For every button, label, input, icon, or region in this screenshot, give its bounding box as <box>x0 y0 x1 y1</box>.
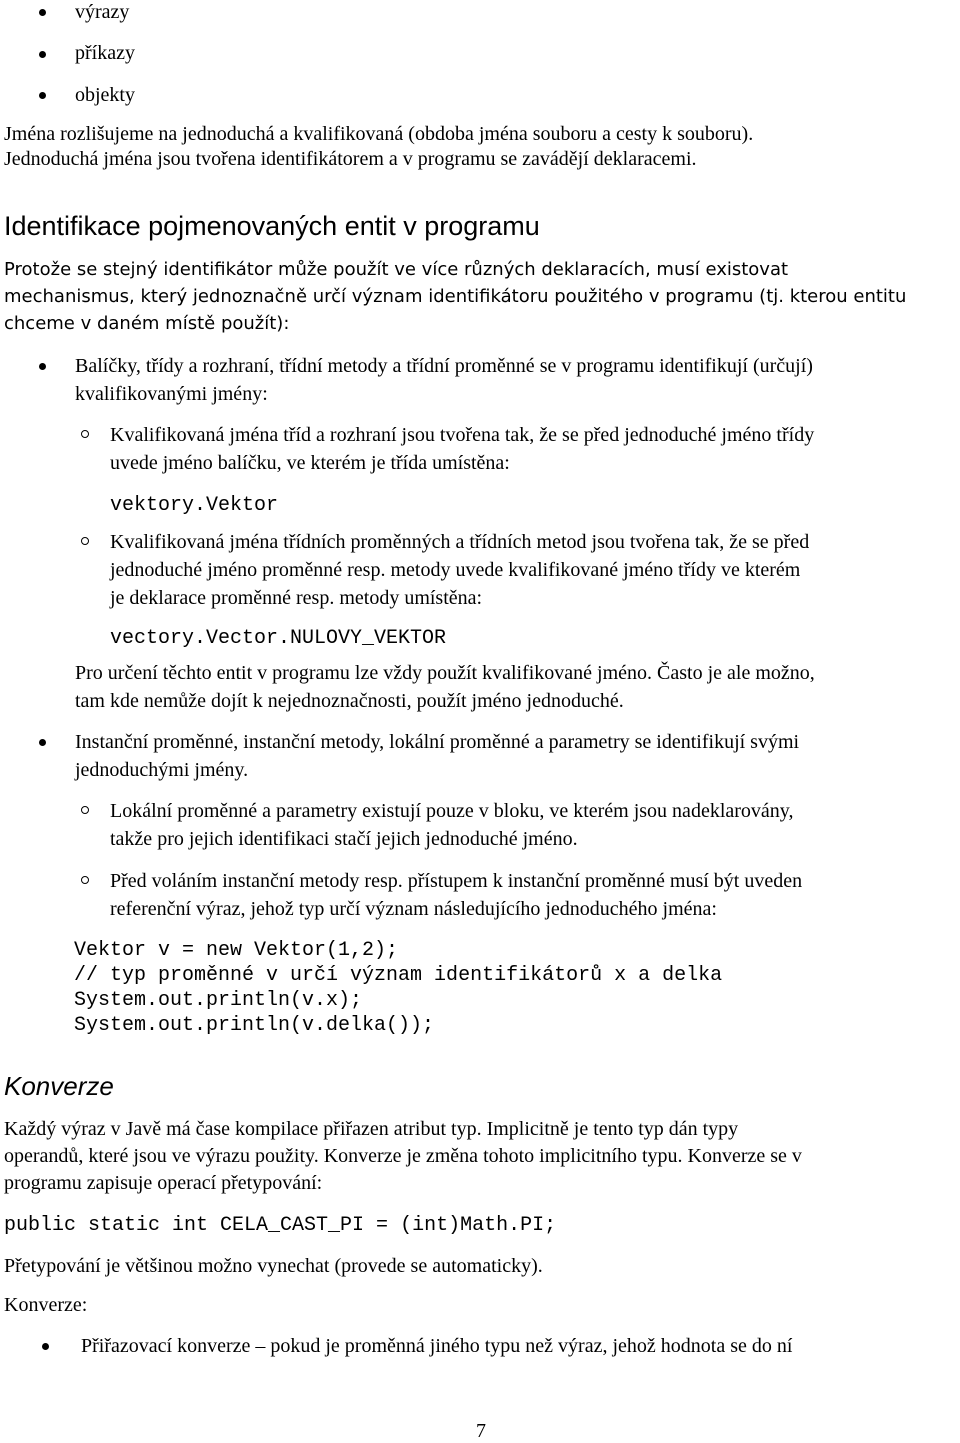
sub-item-line: je deklarace proměnné resp. metody umístěna: <box>110 587 483 609</box>
intro-line: Jména rozlišujeme na jednoduchá a kvalifikovaná (obdoba jména souboru a cesty k souboru). <box>4 123 754 145</box>
paragraph-line: programu zapisuje operací přetypování: <box>4 1172 323 1194</box>
code-line: public static int CELA_CAST_PI = (int)Math.PI; <box>4 1214 557 1237</box>
code-line: System.out.println(v.delka()); <box>74 1014 435 1037</box>
paragraph-line: Každý výraz v Javě má čase kompilace přiřazen atribut typ. Implicitně je tento typ dán typy <box>4 1118 739 1140</box>
sub-item-line: takže pro jejich identifikaci stačí jejich jednoduché jméno. <box>110 828 578 850</box>
list-item-line: Instanční proměnné, instanční metody, lokální proměnné a parametry se identifikují svými <box>75 731 800 753</box>
paragraph-line: Protože se stejný identifikátor může použít ve více různých deklaracích, musí existovat <box>4 259 789 280</box>
code-line: Vektor v = new Vektor(1,2); <box>74 939 399 962</box>
bullet-marker <box>39 363 46 370</box>
list-item-line: kvalifikovanými jmény: <box>75 383 268 405</box>
code-line: // typ proměnné v určí význam identifikátorů x a delka <box>74 964 723 987</box>
sub-item-line: uvede jméno balíčku, ve kterém je třída umístěna: <box>110 452 510 474</box>
paragraph-line: Konverze: <box>4 1294 88 1316</box>
paragraph-line: mechanismus, který jednoznačně určí význam identifikátoru použitého v programu (tj. kterou entitu <box>4 286 907 307</box>
bullet-marker <box>39 51 46 58</box>
list-item-line: jednoduchými jmény. <box>75 759 249 781</box>
bullet-marker <box>39 739 46 746</box>
paragraph-line: tam kde nemůže dojít k nejednoznačnosti, použít jméno jednoduché. <box>75 690 624 712</box>
sub-item-line: Kvalifikovaná jména třídních proměnných a třídních metod jsou tvořena tak, že se před <box>110 531 810 553</box>
bullet-marker <box>39 92 46 99</box>
list-item-line: Přiřazovací konverze – pokud je proměnná jiného typu než výraz, jehož hodnota se do ní <box>81 1335 793 1357</box>
sub-item-line: Lokální proměnné a parametry existují pouze v bloku, ve kterém jsou nadeklarovány, <box>110 800 794 822</box>
list-item: objekty <box>75 84 135 106</box>
page-number: 7 <box>476 1420 486 1442</box>
code-line: vektory.Vektor <box>110 494 279 517</box>
sub-item-line: jednoduché jméno proměnné resp. metody uvede kvalifikované jméno třídy ve kterém <box>110 559 801 581</box>
bullet-marker <box>42 1343 49 1350</box>
section-heading: Identifikace pojmenovaných entit v programu <box>4 211 540 241</box>
code-line: vectory.Vector.NULOVY_VEKTOR <box>110 627 447 650</box>
sub-bullet-marker <box>81 430 89 438</box>
sub-bullet-marker <box>81 537 89 545</box>
bullet-marker <box>39 9 46 16</box>
list-item: výrazy <box>75 1 130 23</box>
sub-item-line: referenční výraz, jehož typ určí význam následujícího jednoduchého jména: <box>110 898 717 920</box>
paragraph-line: chceme v daném místě použít): <box>4 313 290 334</box>
sub-bullet-marker <box>81 876 89 884</box>
paragraph-line: operandů, které jsou ve výrazu použity. Konverze je změna tohoto implicitního typu. Konverze se v <box>4 1145 802 1167</box>
sub-item-line: Před voláním instanční metody resp. přístupem k instanční proměnné musí být uveden <box>110 870 803 892</box>
section-heading: Konverze <box>4 1071 114 1101</box>
paragraph-line: Pro určení těchto entit v programu lze vždy použít kvalifikované jméno. Často je ale možno, <box>75 662 815 684</box>
sub-bullet-marker <box>81 806 89 814</box>
intro-line: Jednoduchá jména jsou tvořena identifikátorem a v programu se zavádějí deklaracemi. <box>4 148 697 170</box>
sub-item-line: Kvalifikovaná jména tříd a rozhraní jsou tvořena tak, že se před jednoduché jméno třídy <box>110 424 815 446</box>
list-item-line: Balíčky, třídy a rozhraní, třídní metody a třídní proměnné se v programu identifikují (určují) <box>75 355 813 377</box>
code-line: System.out.println(v.x); <box>74 989 363 1012</box>
paragraph-line: Přetypování je většinou možno vynechat (provede se automaticky). <box>4 1255 543 1277</box>
list-item: příkazy <box>75 42 135 64</box>
